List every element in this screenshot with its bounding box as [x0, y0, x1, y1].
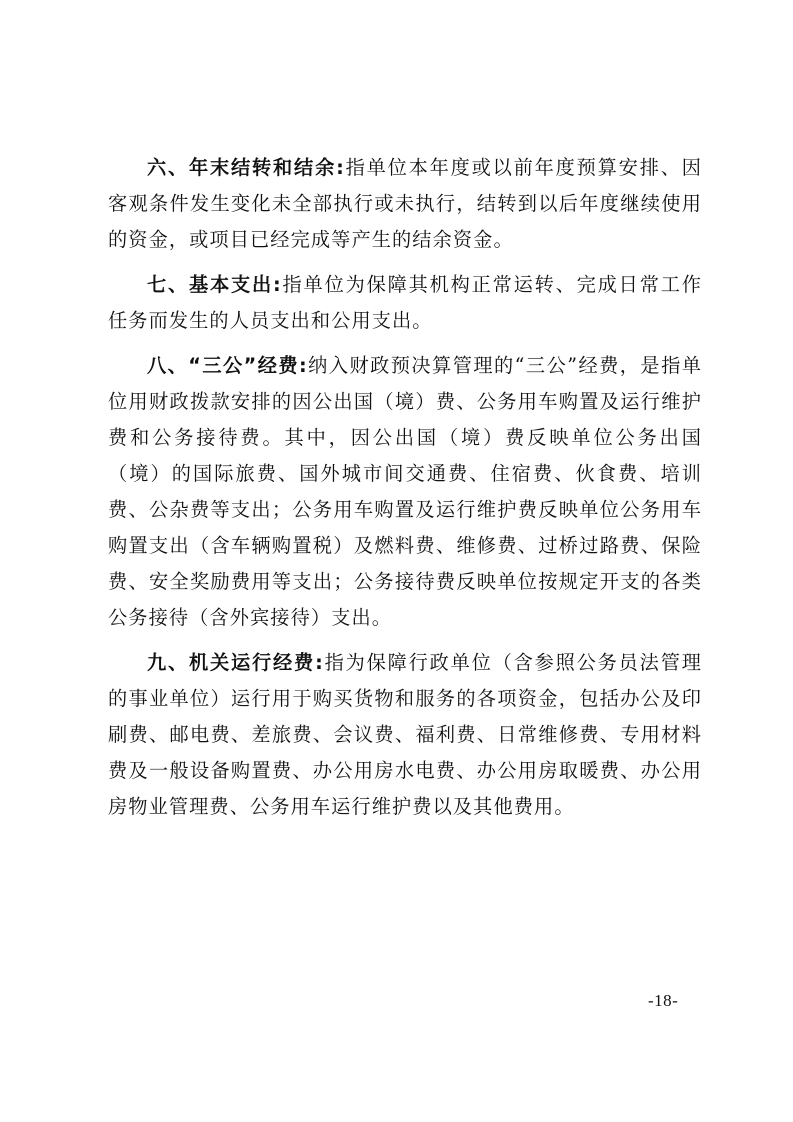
term-three-public-expenses: 八、“三公”经费:: [147, 354, 308, 377]
definition-agency-operating-expenses: 指为保障行政单位（含参照公务员法管理的事业单位）运行用于购买货物和服务的各项资金，包括办公及印刷费、邮电费、差旅费、会议费、福利费、日常维修费、专用材料费及一般设备购置费、办公用房水电费、办公用房取暖费、办公用房物业管理费、公务用车运行维护费以及其他费用。: [108, 651, 702, 818]
document-body: [108, 150, 702, 834]
term-agency-operating-expenses: 九、机关运行经费:: [147, 651, 324, 674]
term-basic-expenditure: 七、基本支出:: [147, 273, 282, 296]
page-number: -18-: [648, 991, 679, 1010]
term-year-end-carryover: 六、年末结转和结余:: [147, 156, 345, 179]
paragraph-agency-operating-expenses: [108, 645, 702, 825]
paragraph-three-public-expenses: [108, 348, 702, 636]
definition-three-public-expenses: 纳入财政预决算管理的“三公”经费，是指单位用财政拨款安排的因公出国（境）费、公务用车购置及运行维护费和公务接待费。其中，因公出国（境）费反映单位公务出国（境）的国际旅费、国外城市间交通费、住宿费、伙食费、培训费、公杂费等支出；公务用车购置及运行维护费反映单位公务用车购置支出（含车辆购置税）及燃料费、维修费、过桥过路费、保险费、安全奖励费用等支出；公务接待费反映单位按规定开支的各类公务接待（含外宾接待）支出。: [108, 354, 702, 629]
definition-year-end-carryover: 指单位本年度或以前年度预算安排、因客观条件发生变化未全部执行或未执行，结转到以后年度继续使用的资金，或项目已经完成等产生的结余资金。: [108, 156, 702, 251]
definition-basic-expenditure: 指单位为保障其机构正常运转、完成日常工作任务而发生的人员支出和公用支出。: [108, 273, 702, 332]
paragraph-basic-expenditure: [108, 267, 702, 339]
paragraph-year-end-carryover: [108, 150, 702, 258]
